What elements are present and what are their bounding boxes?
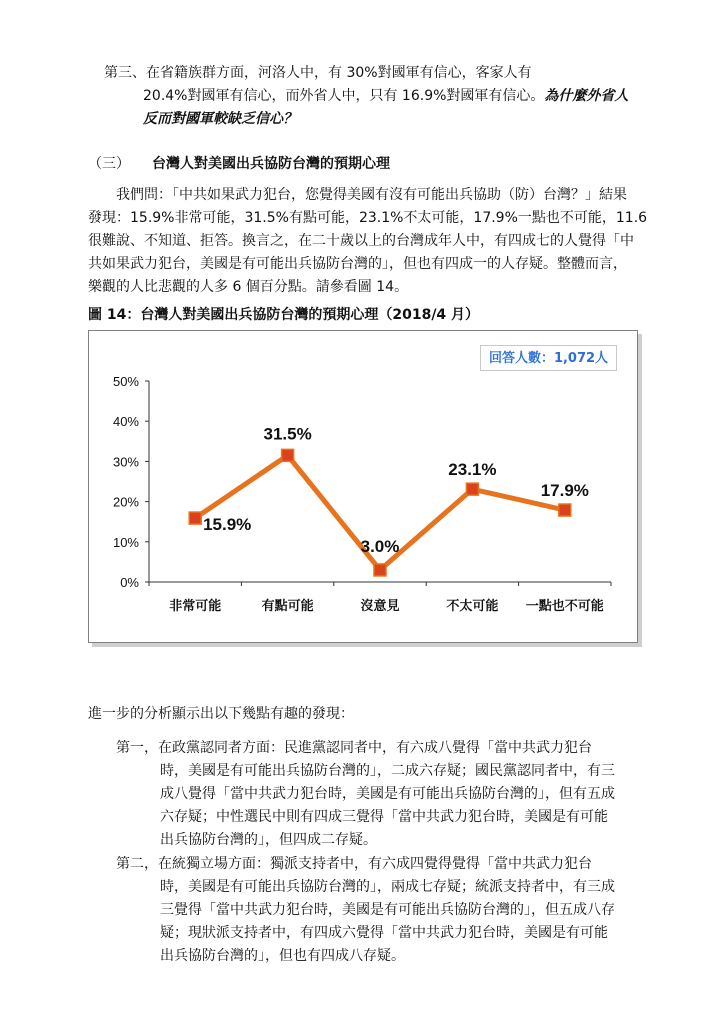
item2-line: 出兵協防台灣的」，但也有四成八存疑。	[160, 948, 405, 964]
data-label: 31.5%	[263, 424, 312, 444]
y-tick-label: 0%	[120, 575, 139, 590]
item2-body	[160, 876, 615, 968]
y-tick-label: 20%	[112, 494, 139, 510]
data-label: 17.9%	[540, 481, 589, 501]
section-heading	[88, 153, 390, 173]
data-label: 23.1%	[448, 460, 497, 480]
x-tick-label: 有點可能	[261, 599, 314, 614]
line-chart-svg	[89, 331, 637, 642]
data-point	[466, 483, 478, 495]
intro-line: 發現：15.9%非常可能，31.5%有點可能，23.1%不太可能，17.9%一點也不可能，11.6	[88, 210, 648, 226]
x-tick-label: 沒意見	[360, 599, 400, 614]
line-chart	[88, 330, 638, 643]
item2-line: 疑；現狀派支持者中，有四成六覺得「當中共武力犯台時，美國是有可能	[160, 925, 608, 941]
sample-size-badge: 回答人數：1,072人	[480, 345, 617, 371]
figure-caption: 圖 14：台灣人對美國出兵協防台灣的預期心理（2018/4 月）	[88, 307, 480, 323]
data-label: 15.9%	[203, 515, 252, 535]
item3-head: 第三、在省籍族群方面，河洛人中，有 30%對國軍有信心，客家人有	[104, 65, 532, 81]
item2-line: 三覺得「當中共武力犯台時，美國是有可能出兵協防台灣的」，但五成八存	[160, 902, 615, 918]
section-number: （三）	[88, 156, 130, 172]
data-point	[189, 512, 201, 524]
y-tick-label: 40%	[112, 414, 139, 430]
item1-head: 第一，在政黨認同者方面：民進黨認同者中，有六成八覺得「當中共武力犯台	[116, 740, 592, 756]
y-tick-label: 10%	[112, 534, 139, 550]
intro-line: 我們問：「中共如果武力犯台，您覺得美國有沒有可能出兵協助（防）台灣？」結果	[116, 187, 627, 203]
item1-body	[160, 760, 615, 852]
data-point	[282, 449, 294, 461]
x-tick-label: 非常可能	[169, 599, 222, 614]
item3-line2-emphasis: 為什麼外省人	[544, 88, 629, 104]
item2-head: 第二，在統獨立場方面：獨派支持者中，有六成四覺得覺得「當中共武力犯台	[116, 856, 592, 872]
item3-line3-emphasis: 反而對國軍較缺乏信心？	[143, 111, 297, 127]
x-tick-label: 不太可能	[446, 599, 499, 614]
item3-line2	[143, 85, 628, 108]
item3-line2-text: 20.4%對國軍有信心，而外省人中，只有 16.9%對國軍有信心。	[143, 88, 545, 104]
item1-line: 六存疑；中性選民中則有四成三覺得「當中共武力犯台時，美國是有可能	[160, 809, 608, 825]
data-point	[374, 564, 386, 576]
analysis-intro: 進一步的分析顯示出以下幾點有趣的發現：	[88, 706, 354, 722]
intro-line: 共如果武力犯台，美國是有可能出兵協防台灣的」，但也有四成一的人存疑。整體而言，	[88, 256, 627, 272]
data-label: 3.0%	[360, 536, 400, 556]
x-tick-label: 一點也不可能	[525, 599, 604, 614]
intro-line: 樂觀的人比悲觀的人多 6 個百分點。請參看圖 14。	[88, 279, 409, 295]
y-tick-label: 50%	[112, 374, 139, 389]
y-tick-label: 30%	[112, 454, 139, 470]
data-point	[559, 504, 571, 516]
item1-line: 出兵協防台灣的」，但四成二存疑。	[160, 832, 377, 848]
item2-line: 時，美國是有可能出兵協防台灣的」，兩成七存疑；統派支持者中，有三成	[160, 879, 615, 895]
item1-line: 時，美國是有可能出兵協防台灣的」，二成六存疑；國民黨認同者中，有三	[160, 763, 615, 779]
item1-line: 成八覺得「當中共武力犯台時，美國是有可能出兵協防台灣的」，但有五成	[160, 786, 615, 802]
intro-line: 很難說、不知道、拒答。換言之，在二十歲以上的台灣成年人中，有四成七的人覺得「中	[88, 233, 634, 249]
section-title: 台灣人對美國出兵協防台灣的預期心理	[152, 156, 390, 172]
